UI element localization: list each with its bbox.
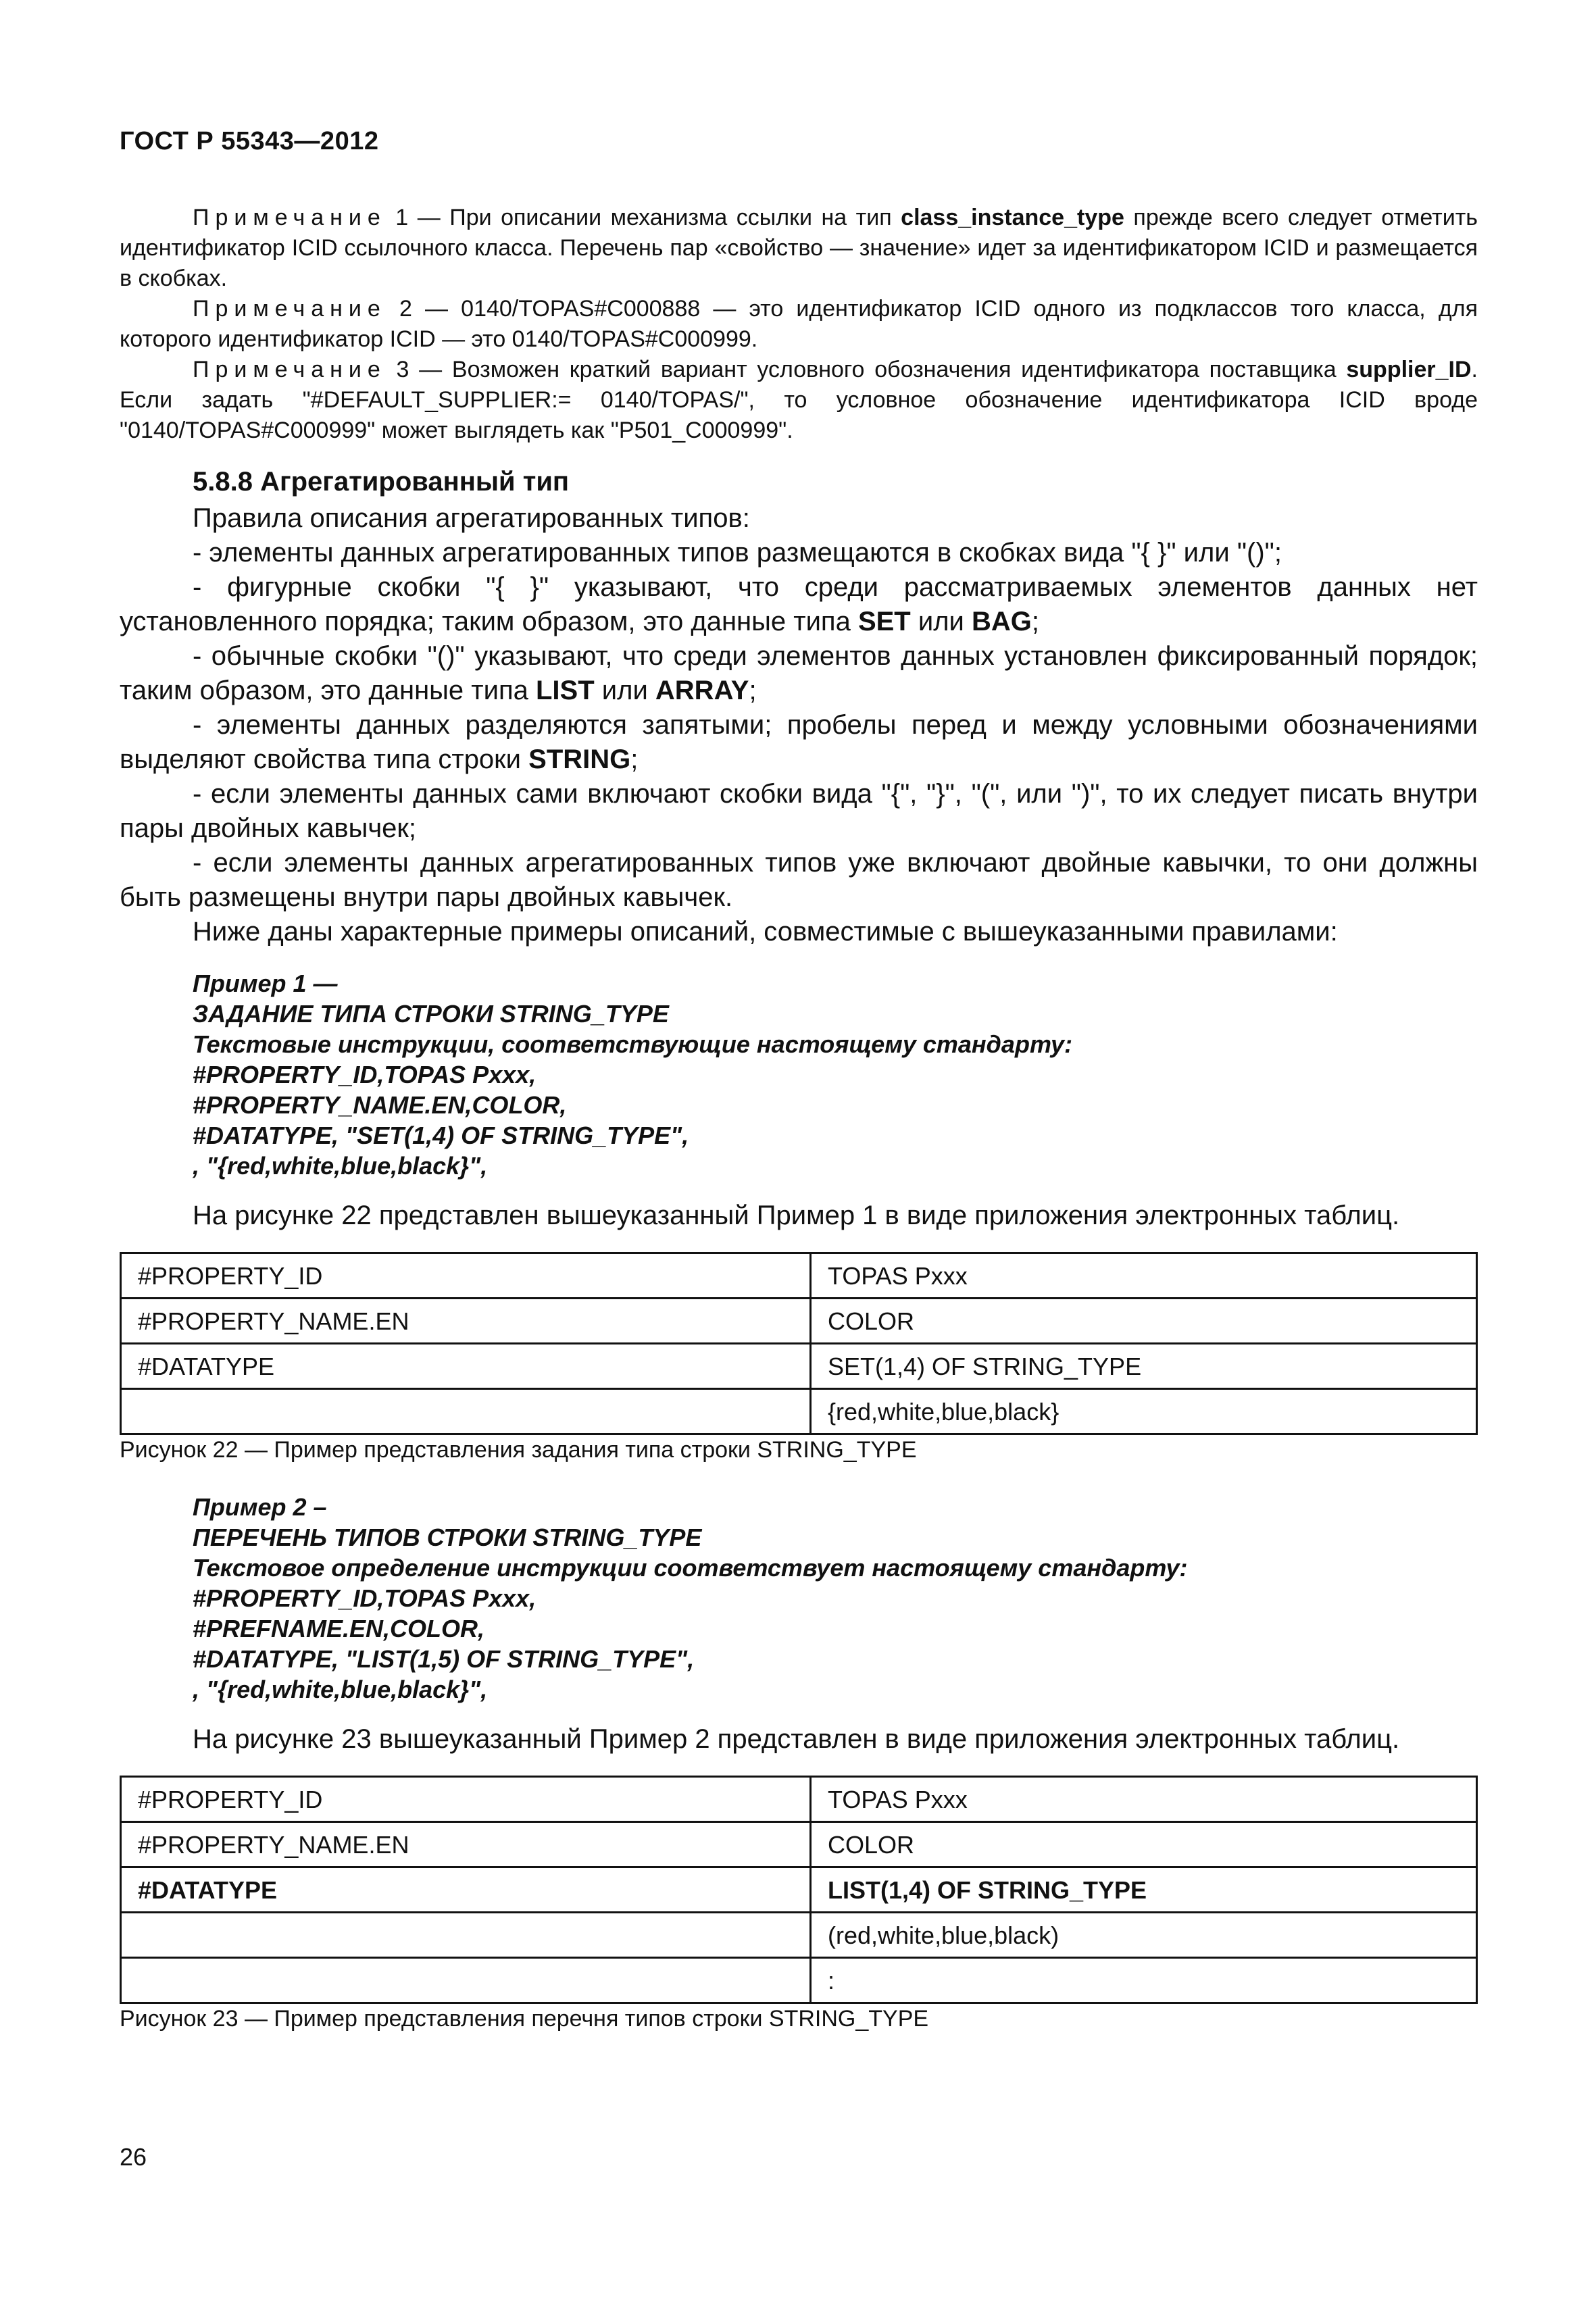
main-content — [120, 463, 1478, 2034]
rule-item: - если элементы данных сами включают скобки вида "{", "}", "(", или ")", то их следует писать внутри пары двойных кавычек; — [120, 779, 1478, 843]
example-line: ЗАДАНИЕ ТИПА СТРОКИ STRING_TYPE — [193, 1000, 669, 1028]
figure-22-table — [120, 1252, 1478, 1435]
rule-item: - элементы данных разделяются запятыми; пробелы перед и между условными обозначениями выделяют свойства типа строки STRING; — [120, 710, 1478, 774]
table-cell: TOPAS Pxxx — [811, 1777, 1477, 1822]
document-header: ГОСТ Р 55343—2012 — [120, 127, 379, 155]
table-row — [121, 1777, 1477, 1822]
table-row — [121, 1913, 1477, 1958]
note-2: Примечание 2 — 0140/TOPAS#C000888 — это идентификатор ICID одного из подклассов того класса, для которого идентификатор ICID — это 0140/TOPAS#C000999. — [120, 296, 1478, 352]
section-heading: 5.8.8 Агрегатированный тип — [193, 467, 570, 497]
example-line: #DATATYPE, "SET(1,4) OF STRING_TYPE", — [193, 1122, 689, 1149]
example-line: #PROPERTY_ID,TOPAS Pxxx, — [193, 1061, 537, 1088]
note-3: Примечание 3 — Возможен краткий вариант условного обозначения идентификатора поставщика supplier_ID. Если задать "#DEFAULT_SUPPLIER:= 0140/TOPAS/", то условное обозначение идентификатора ICID вроде "0140/TOPAS#C000999" может выглядеть как "P501_C000999". — [120, 357, 1478, 443]
example-1-code — [193, 968, 1478, 1181]
table-cell: COLOR — [811, 1822, 1477, 1867]
notes-block — [120, 203, 1478, 446]
table-cell: SET(1,4) OF STRING_TYPE — [811, 1344, 1477, 1389]
table-cell: TOPAS Pxxx — [811, 1253, 1477, 1299]
page-number: 26 — [120, 2143, 147, 2171]
table-cell — [121, 1389, 811, 1434]
figure-22-intro: На рисунке 22 представлен вышеуказанный Пример 1 в виде приложения электронных таблиц. — [193, 1201, 1400, 1230]
table-cell — [121, 1958, 811, 2003]
table-cell: {red,white,blue,black} — [811, 1389, 1477, 1434]
note-1: Примечание 1 — При описании механизма ссылки на тип class_instance_type прежде всего следует отметить идентификатор ICID ссылочного класса. Перечень пар «свойство — значение» идет за идентификатором ICID и размещается в скобках. — [120, 205, 1478, 291]
table-row — [121, 1822, 1477, 1867]
table-cell: #DATATYPE — [121, 1867, 811, 1913]
table-cell: : — [811, 1958, 1477, 2003]
examples-intro: Ниже даны характерные примеры описаний, совместимые с вышеуказанными правилами: — [193, 917, 1338, 947]
figure-23-caption: Рисунок 23 — Пример представления перечня типов строки STRING_TYPE — [120, 2006, 929, 2032]
example-line: #DATATYPE, "LIST(1,5) OF STRING_TYPE", — [193, 1645, 695, 1673]
figure-22-caption: Рисунок 22 — Пример представления задания типа строки STRING_TYPE — [120, 1437, 917, 1463]
rule-item: - фигурные скобки "{ }" указывают, что среди рассматриваемых элементов данных нет установленного порядка; таким образом, это данные типа SET или BAG; — [120, 572, 1478, 636]
table-cell: #PROPERTY_ID — [121, 1777, 811, 1822]
example-2-code — [193, 1492, 1478, 1705]
figure-23-table — [120, 1776, 1478, 2004]
example-line: Пример 2 – — [193, 1493, 327, 1521]
table-cell: #PROPERTY_NAME.EN — [121, 1822, 811, 1867]
example-line: Пример 1 — — [193, 970, 338, 997]
figure-23-intro: На рисунке 23 вышеуказанный Пример 2 представлен в виде приложения электронных таблиц. — [193, 1724, 1400, 1754]
example-line: ПЕРЕЧЕНЬ ТИПОВ СТРОКИ STRING_TYPE — [193, 1524, 702, 1551]
table-row — [121, 1958, 1477, 2003]
table-row — [121, 1299, 1477, 1344]
example-line: Текстовое определение инструкции соответствует настоящему стандарту: — [193, 1554, 1188, 1582]
example-line: #PROPERTY_NAME.EN,COLOR, — [193, 1091, 567, 1119]
example-line: , "{red,white,blue,black}", — [193, 1152, 488, 1180]
table-row — [121, 1344, 1477, 1389]
table-row — [121, 1867, 1477, 1913]
table-cell: #PROPERTY_NAME.EN — [121, 1299, 811, 1344]
rule-item: - элементы данных агрегатированных типов размещаются в скобках вида "{ }" или "()"; — [193, 538, 1282, 568]
table-cell: (red,white,blue,black) — [811, 1913, 1477, 1958]
table-cell: COLOR — [811, 1299, 1477, 1344]
example-line: #PROPERTY_ID,TOPAS Pxxx, — [193, 1584, 537, 1612]
table-row — [121, 1253, 1477, 1299]
rules-intro: Правила описания агрегатированных типов: — [193, 503, 750, 533]
table-row — [121, 1389, 1477, 1434]
rule-item: - если элементы данных агрегатированных типов уже включают двойные кавычки, то они должны быть размещены внутри пары двойных кавычек. — [120, 848, 1478, 912]
table-cell: LIST(1,4) OF STRING_TYPE — [811, 1867, 1477, 1913]
table-cell: #PROPERTY_ID — [121, 1253, 811, 1299]
example-line: Текстовые инструкции, соответствующие настоящему стандарту: — [193, 1030, 1073, 1058]
rule-item: - обычные скобки "()" указывают, что среди элементов данных установлен фиксированный порядок; таким образом, это данные типа LIST или ARRAY; — [120, 641, 1478, 705]
table-cell — [121, 1913, 811, 1958]
example-line: #PREFNAME.EN,COLOR, — [193, 1615, 485, 1642]
example-line: , "{red,white,blue,black}", — [193, 1676, 488, 1703]
table-cell: #DATATYPE — [121, 1344, 811, 1389]
